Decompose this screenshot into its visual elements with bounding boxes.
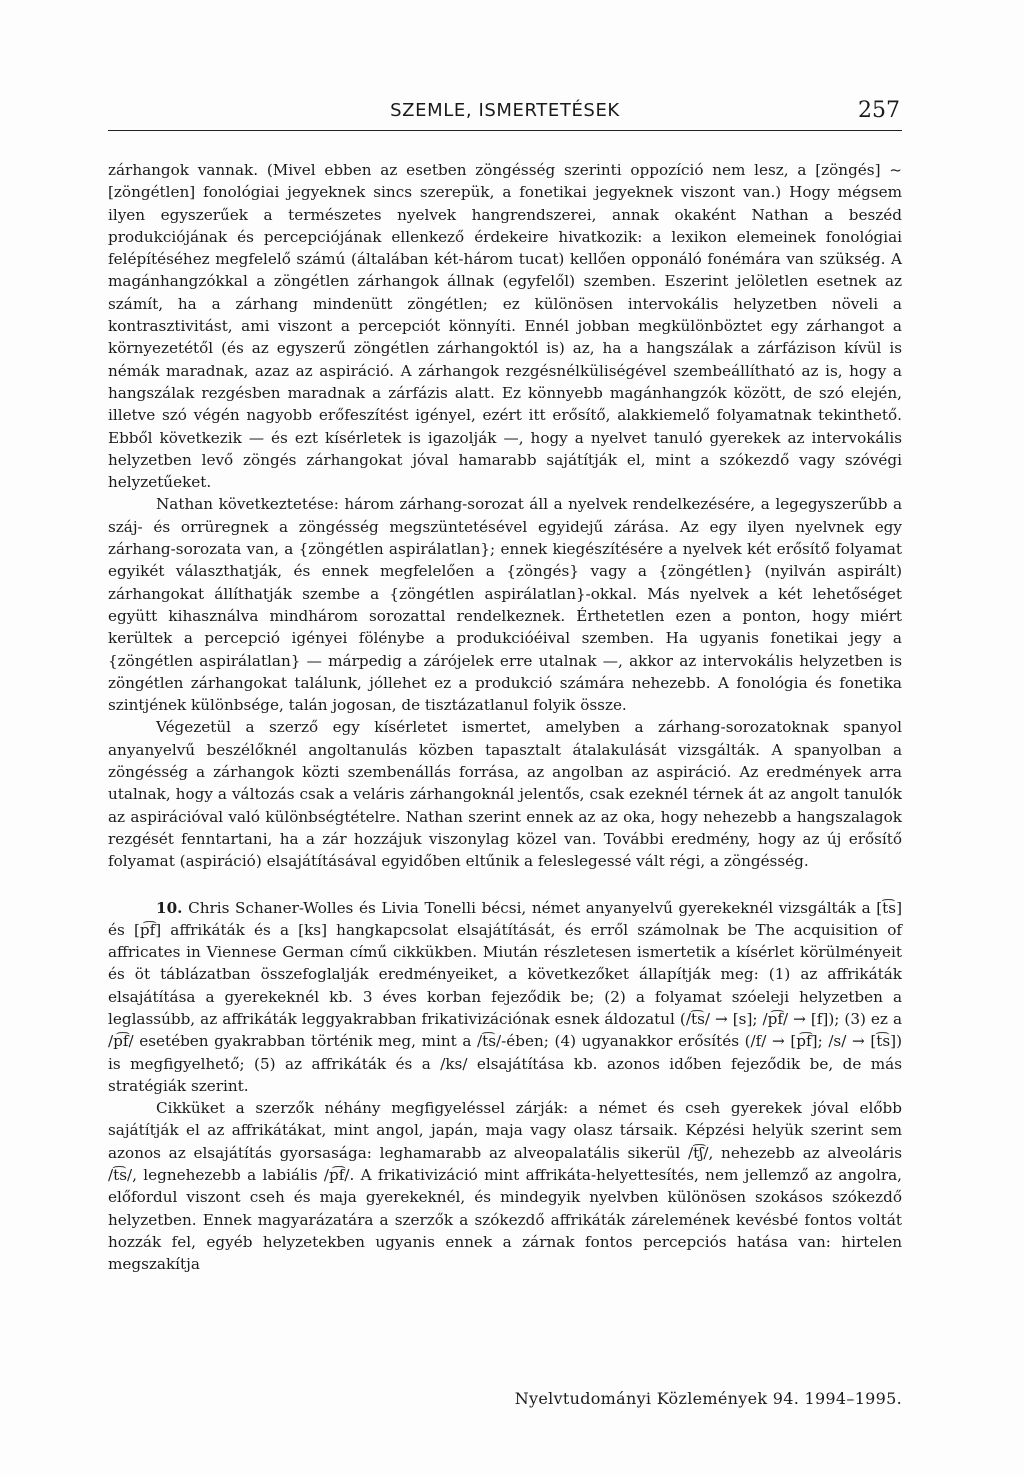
- item-text: Chris Schaner-Wolles és Livia Tonelli bécsi, német anyanyelvű gyerekeknél vizsgálták a [t͡s] és [p͡f] affrikáták és a [ks] hangkapcsolat elsajátítását, és erről számolnak be The acquisition of affricates in Viennese German című cikkükben. Miután részletesen ismertetik a kísérlet körülményeit és öt táblázatban összefoglalják eredményeiket, a következőket állapítják meg: (1) az affrikáták elsajátítása a gyerekeknél kb. 3 éves korban fejeződik be; (2) a folyamat szóeleji helyzetben a leglassúbb, az affrikáták leggyakrabban frikativizációnak esnek áldozatul (/t͡s/ → [s]; /p͡f/ → [f]); (3) ez a /p͡f/ esetében gyakrabban történik meg, mint a /t͡s/-ében; (4) ugyanakkor erősítés (/f/ → [p͡f]; /s/ → [t͡s]) is megfigyelhető; (5) az affrikáták és a /ks/ elsajátítása kb. azonos időben fejeződik be, de más stratégiák szerint.: [108, 898, 903, 1095]
- page-number: 257: [858, 98, 900, 123]
- paragraph: Nathan következtetése: három zárhang-sorozat áll a nyelvek rendelkezésére, a legegyszerűbb a száj- és orrüregnek a zöngésség megszüntetésével egyidejű zárása. Az egy ilyen nyelvnek egy zárhang-sorozata van, a {zöngétlen aspirálatlan}; ennek kiegészítésére a nyelvek két erősítő folyamat egyikét választhatják, és ennek megfelelően a {zöngés} vagy a {zöngétlen} (nyilván aspirált) zárhangokat állíthatják szembe a {zöngétlen aspirálatlan}-okkal. Más nyelvek a két lehetőséget együtt kihasználva mindhárom sorozattal rendelkeznek. Érthetetlen ezen a ponton, hogy miért kerültek a percepció igényei fölénybe a produkcióéival szemben. Ha ugyanis fonetikai jegy a {zöngétlen aspirálatlan} — márpedig a zárójelek erre utalnak —, akkor az intervokális helyzetben is zöngétlen zárhangokat találunk, jóllehet ez a produkció számára nehezebb. A fonológia és fonetika szintjének különbsége, talán jogosan, de tisztázatlanul folyik össze.: [108, 495, 902, 715]
- paragraph: Cikküket a szerzők néhány megfigyeléssel zárják: a német és cseh gyerekek jóval előbb sajátítják el az affrikátákat, mint angol, japán, maja vagy olasz társaik. Képzési helyük szerint sem azonos az elsajátítás gyorsasága: leghamarabb az alveopalatális sikerül /t͡ʃ/, nehezebb az alveoláris /t͡s/, legnehezebb a labiális /p͡f/. A frikativizáció mint affrikáta-helyettesítés, nem jellemző az angolra, előfordul viszont cseh és maja gyerekeknél, és mindegyik nyelvben különösen szokásos szókezdő helyzetben. Ennek magyarázatára a szerzők a szókezdő affrikáták zárelemének kevésbé fontos voltát hozzák fel, egyéb helyzetekben ugyanis ennek a zárnak fontos percepciós hatása van: hirtelen megszakítja: [108, 1099, 902, 1274]
- item-number: 10.: [156, 898, 183, 917]
- page-header: [108, 98, 902, 131]
- article-body: [108, 159, 902, 1276]
- numbered-item: [108, 897, 902, 1098]
- paragraph: Végezetül a szerző egy kísérletet ismertet, amelyben a zárhang-sorozatoknak spanyol anyanyelvű beszélőknél angoltanulás közben tapasztalt átalakulását vizsgálták. A spanyolban a zöngésség a zárhangok közti szembenállás forrása, az angolban az aspiráció. Az eredmények arra utalnak, hogy a változás csak a veláris zárhangoknál jelentős, csak ezeknél térnek át az angolt tanulók az aspirációval való különbségtételre. Nathan szerint ennek az az oka, hogy nehezebb a hangszalagok rezgését fenntartani, ha a zár hozzájuk viszonylag közel van. További eredmény, hogy az új erősítő folyamat (aspiráció) elsajátításával egyidőben eltűnik a feleslegessé vált régi, a zöngésség.: [108, 718, 902, 871]
- running-title: SZEMLE, ISMERTETÉSEK: [390, 100, 620, 121]
- journal-footer: Nyelvtudományi Közlemények 94. 1994–1995.: [514, 1389, 902, 1408]
- paragraph-continued: zárhangok vannak. (Mivel ebben az esetben zöngésség szerinti oppozíció nem lesz, a [zöngés] ~ [zöngétlen] fonológiai jegyeknek sincs szerepük, a fonetikai jegyeknek viszont van.) Hogy mégsem ilyen egyszerűek a természetes nyelvek hangrendszerei, annak okaként Nathan a beszéd produkciójának és percepciójának ellenkező érdekeire hivatkozik: a lexikon elemeinek fonológiai felépítéséhez megfelelő számú (általában két-három tucat) kellően opponáló fonémára van szükség. A magánhangzókkal a zöngétlen zárhangok állnak (egyfelől) szemben. Eszerint jelöletlen esetnek az számít, ha a zárhang mindenütt zöngétlen; ez különösen intervokális helyzetben növeli a kontrasztivitást, ami viszont a percepciót könnyíti. Ennél jobban megkülönböztet egy zárhangot a környezetétől (és az egyszerű zöngétlen zárhangoktól is) az, ha a hangszálak a zárfázison kívül is némák maradnak, azaz az aspiráció. A zárhangok rezgésnélküliségével szembeállítható az is, hogy a hangszálak rezgésben maradnak a zárfázis alatt. Ez könnyebb magánhangzók között, de szó elején, illetve szó végén nagyobb erőfeszítést igényel, ezért itt erősítő, alakkiemelő folyamatnak tekinthető. Ebből következik — és ezt kísérletek is igazolják —, hogy a nyelvet tanuló gyerekek az intervokális helyzetben levő zöngés zárhangokat jóval hamarabb sajátítják el, mint a szókezdő vagy szóvégi helyzetűeket.: [108, 161, 902, 492]
